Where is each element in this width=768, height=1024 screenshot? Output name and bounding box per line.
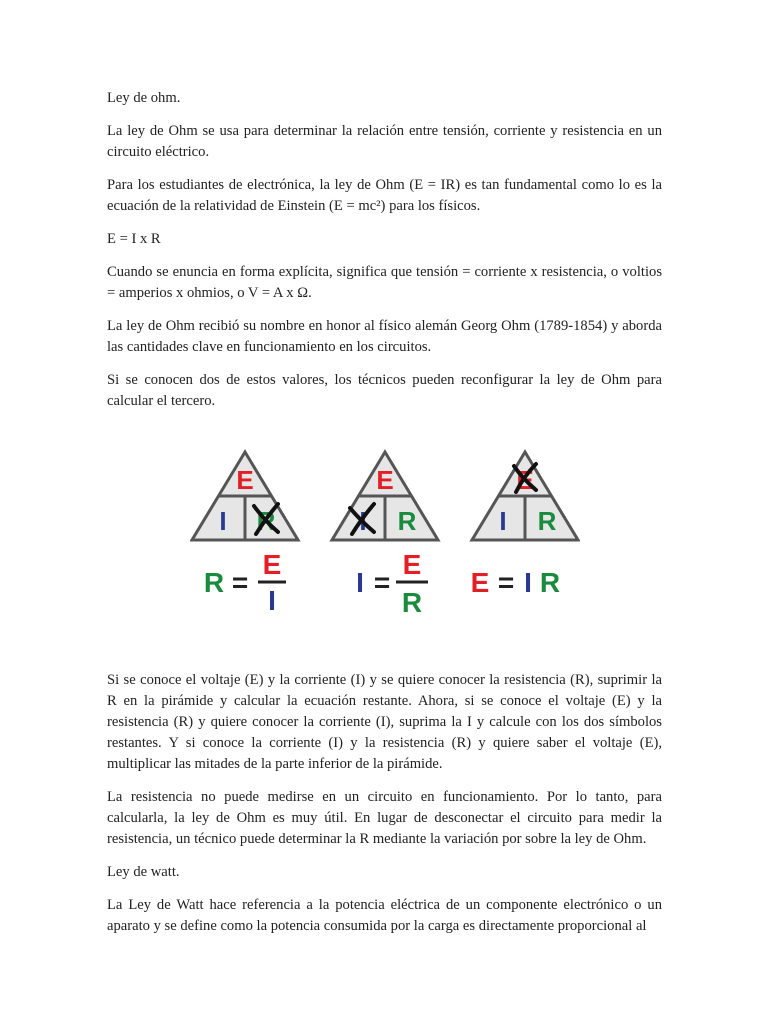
formula-3 (471, 567, 560, 598)
formula-3-factor-i: I (524, 567, 532, 598)
triangle-1-left-letter: I (219, 506, 227, 536)
formula-1-equals: = (231, 567, 249, 598)
formula-1 (204, 549, 286, 616)
formula-2-lhs: I (356, 567, 364, 598)
triangle-2-left-letter: I (359, 506, 367, 536)
formula-2 (356, 549, 428, 618)
paragraph-georg-ohm: La ley de Ohm recibió su nombre en honor al físico alemán Georg Ohm (1789-1854) y aborda las cantidades clave en funcionamiento en los circuitos. (107, 318, 662, 355)
triangle-1-top-letter: E (236, 465, 254, 495)
formula-3-factor-r: R (539, 567, 561, 598)
ohm-triangles-svg (190, 432, 580, 650)
paragraph-explicit: Cuando se enuncia en forma explícita, significa que tensión = corriente x resistencia, o voltios = amperios x ohmios, o V = A x Ω. (107, 264, 662, 301)
paragraph-watt: La Ley de Watt hace referencia a la potencia eléctrica de un componente electrónico o un aparato y se define como la potencia consumida por la carga es directamente proporcional al (107, 897, 662, 934)
paragraph-students: Para los estudiantes de electrónica, la ley de Ohm (E = IR) es tan fundamental como lo es la ecuación de la relatividad de Einstein (E = mc²) para los físicos. (107, 177, 662, 214)
document-page (107, 88, 662, 949)
triangle-2-top-letter: E (376, 465, 394, 495)
formula-line: E = I x R (107, 231, 161, 247)
paragraph-two-values: Si se conocen dos de estos valores, los técnicos pueden reconfigurar la ley de Ohm para calcular el tercero. (107, 372, 662, 409)
ohm-triangle-2 (332, 452, 438, 540)
triangle-3-left-letter: I (499, 506, 507, 536)
ohm-triangles-figure (107, 432, 662, 650)
paragraph-resistance: La resistencia no puede medirse en un circuito en funcionamiento. Por lo tanto, para calcularla, la ley de Ohm es muy útil. En lugar de desconectar el circuito para medir la resistencia, un técnico puede determinar la R mediante la variación por sobre la ley de Ohm. (107, 789, 662, 847)
formula-3-lhs: E (470, 567, 490, 598)
formula-2-numerator: E (402, 549, 422, 580)
triangle-3-top-letter: E (516, 465, 534, 495)
ohm-triangle-3 (472, 452, 578, 540)
formula-1-denominator: I (268, 585, 276, 616)
formula-1-lhs: R (203, 567, 225, 598)
heading-ley-de-watt: Ley de watt. (107, 864, 180, 880)
triangle-1-right-letter: R (256, 506, 276, 536)
formula-1-numerator: E (262, 549, 282, 580)
heading-ley-de-ohm: Ley de ohm. (107, 90, 181, 106)
paragraph-intro: La ley de Ohm se usa para determinar la relación entre tensión, corriente y resistencia en un circuito eléctrico. (107, 123, 662, 160)
formula-2-denominator: R (401, 587, 423, 618)
triangle-3-right-letter: R (537, 506, 557, 536)
formula-3-equals: = (497, 567, 515, 598)
triangle-2-right-letter: R (397, 506, 417, 536)
ohm-triangle-1 (192, 452, 298, 540)
formula-2-equals: = (373, 567, 391, 598)
paragraph-suppress: Si se conoce el voltaje (E) y la corriente (I) y se quiere conocer la resistencia (R), suprimir la R en la pirámide y calcular la ecuación restante. Ahora, si se conoce el voltaje (E) y la resistencia (R) y quiere conocer la corriente (I), suprima la I y calcule con los dos símbolos restantes. Y si conoce la corriente (I) y la resistencia (R) y quiere saber el voltaje (E), multiplicar las mitades de la parte inferior de la pirámide. (107, 672, 662, 772)
